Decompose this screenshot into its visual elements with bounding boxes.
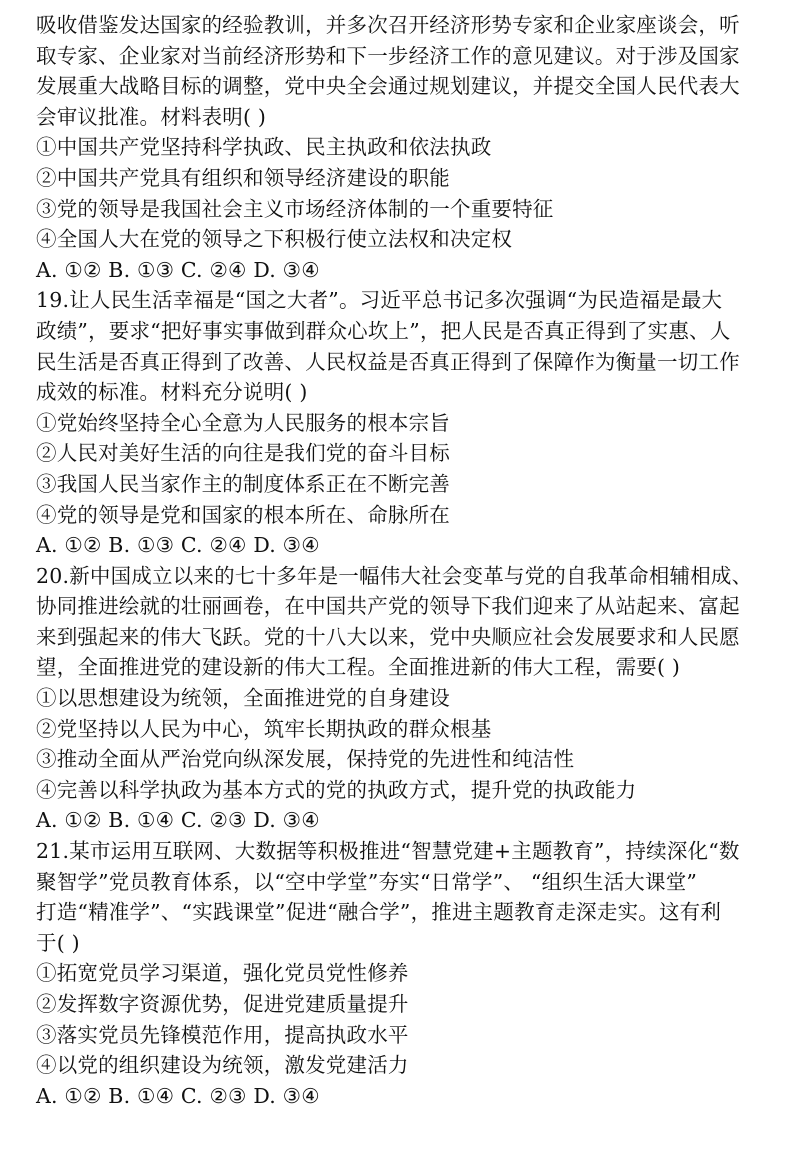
text-line: A. ①② B. ①③ C. ②④ D. ③④	[36, 257, 320, 282]
text-line: ①拓宽党员学习渠道，强化党员党性修养	[36, 961, 409, 986]
text-line: 发展重大战略目标的调整，党中央全会通过规划建议，并提交全国人民代表大	[36, 74, 740, 99]
text-line: 于( )	[36, 930, 80, 955]
text-line: ④以党的组织建设为统领，激发党建活力	[36, 1053, 409, 1078]
question-document	[36, 10, 776, 1111]
text-line: 协同推进绘就的壮丽画卷，在中国共产党的领导下我们迎来了从站起来、富起	[36, 594, 740, 619]
text-line: ④完善以科学执政为基本方式的党的执政方式，提升党的执政能力	[36, 777, 637, 802]
text-line: 吸收借鉴发达国家的经验教训，并多次召开经济形势专家和企业家座谈会，听	[36, 13, 740, 37]
text-line: 19.让人民生活幸福是“国之大者”。习近平总书记多次强调“为民造福是最大	[36, 288, 723, 313]
text-line: 取专家、企业家对当前经济形势和下一步经济工作的意见建议。对于涉及国家	[36, 43, 740, 68]
text-line: 打造“精准学”、“实践课堂”促进“融合学”，推进主题教育走深走实。这有利	[36, 900, 722, 925]
text-line: 21.某市运用互联网、大数据等积极推进“智慧党建+主题教育”，持续深化“数	[36, 839, 740, 864]
text-line: 望，全面推进党的建设新的伟大工程。全面推进新的伟大工程，需要( )	[36, 655, 681, 680]
text-line: ①以思想建设为统领，全面推进党的自身建设	[36, 686, 450, 711]
text-line: ③我国人民当家作主的制度体系正在不断完善	[36, 471, 450, 496]
text-line: ②人民对美好生活的向往是我们党的奋斗目标	[36, 441, 450, 466]
text-line: ①党始终坚持全心全意为人民服务的根本宗旨	[36, 410, 450, 435]
text-line: ③落实党员先锋模范作用，提高执政水平	[36, 1022, 409, 1047]
text-line: ①中国共产党坚持科学执政、民主执政和依法执政	[36, 135, 492, 160]
text-line: ②发挥数字资源优势，促进党建质量提升	[36, 992, 409, 1016]
text-line: A. ①② B. ①④ C. ②③ D. ③④	[36, 1083, 320, 1108]
text-line: ③推动全面从严治党向纵深发展，保持党的先进性和纯洁性	[36, 747, 575, 772]
text-line: 政绩”，要求“把好事实事做到群众心坎上”，把人民是否真正得到了实惠、人	[36, 318, 731, 343]
text-line: 民生活是否真正得到了改善、人民权益是否真正得到了保障作为衡量一切工作	[36, 349, 740, 374]
text-line: ②党坚持以人民为中心，筑牢长期执政的群众根基	[36, 716, 492, 741]
text-line: ④全国人大在党的领导之下积极行使立法权和决定权	[36, 227, 513, 252]
text-line: 会审议批准。材料表明( )	[36, 104, 267, 129]
text-line: 成效的标准。材料充分说明( )	[36, 380, 308, 405]
text-line: ②中国共产党具有组织和领导经济建设的职能	[36, 165, 450, 190]
text-line: A. ①② B. ①③ C. ②④ D. ③④	[36, 533, 320, 558]
text-line: ③党的领导是我国社会主义市场经济体制的一个重要特征	[36, 196, 554, 221]
text-line: A. ①② B. ①④ C. ②③ D. ③④	[36, 808, 320, 833]
text-line: 20.新中国成立以来的七十多年是一幅伟大社会变革与党的自我革命相辅相成、	[36, 563, 753, 588]
text-line: 聚智学”党员教育体系，以“空中学堂”夯实“日常学”、 “组织生活大课堂”	[36, 869, 698, 894]
text-line: ④党的领导是党和国家的根本所在、命脉所在	[36, 502, 450, 527]
text-line: 来到强起来的伟大飞跃。党的十八大以来，党中央顺应社会发展要求和人民愿	[36, 624, 740, 649]
